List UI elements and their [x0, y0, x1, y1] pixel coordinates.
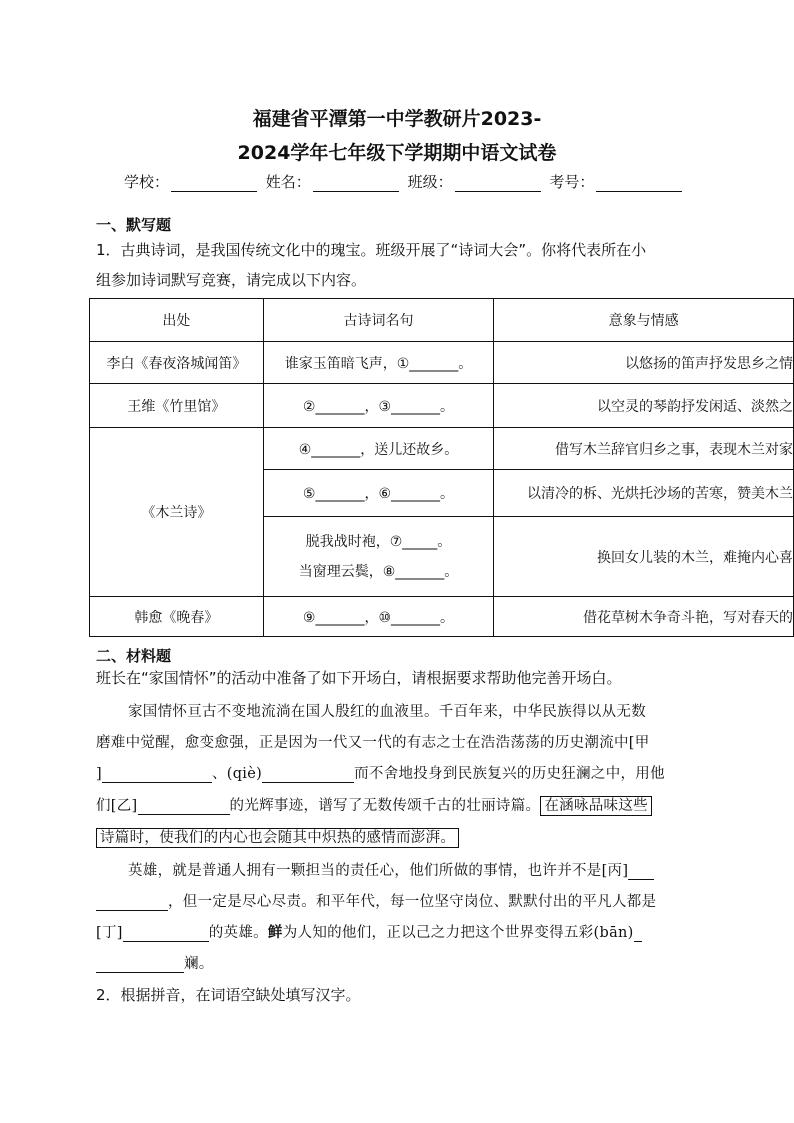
material-text: 而不舍地投身到民族复兴的历史狂澜之中，用他 — [354, 766, 665, 782]
row-line[interactable]: ④_______，送儿还故乡。 — [263, 428, 493, 470]
class-blank[interactable] — [455, 177, 541, 192]
row-line[interactable]: 谁家玉笛暗飞声，①_______。 — [263, 342, 493, 384]
table-row — [90, 597, 794, 637]
row-emotion: 以空灵的琴韵抒发闲适、淡然之 — [494, 384, 794, 428]
material-line — [128, 859, 654, 880]
material-text: [丁] — [96, 925, 123, 941]
school-blank[interactable] — [171, 177, 257, 192]
material-text: 为人知的他们，正以己之力把这个世界变得五彩(bān) — [282, 925, 634, 941]
blank-ban-a[interactable] — [634, 927, 642, 942]
header-line: 古诗词名句 — [263, 299, 493, 342]
material-text: 斓。 — [184, 956, 214, 972]
name-blank[interactable] — [313, 177, 399, 192]
table-header-row — [90, 299, 794, 342]
material-text: 们[乙] — [96, 798, 138, 814]
row-line-pair[interactable] — [263, 517, 493, 597]
material-line: 磨难中觉醒，愈变愈强，正是因为一代又一代的有志之士在浩浩荡荡的历史潮流中[甲 — [96, 735, 650, 751]
material-text: 的英雄。 — [208, 925, 268, 941]
section1-heading: 一、默写题 — [96, 216, 172, 234]
header-source: 出处 — [90, 299, 264, 342]
id-label: 考号： — [549, 173, 595, 191]
row-line[interactable]: ⑨_______，⑩_______。 — [263, 597, 493, 637]
row-emotion: 借写木兰辞官归乡之事，表现木兰对家 — [494, 428, 794, 470]
material-intro: 班长在“家国情怀”的活动中准备了如下开场白，请根据要求帮助他完善开场白。 — [96, 669, 622, 687]
exam-title-line2: 2024学年七年级下学期期中语文试卷 — [237, 142, 557, 164]
row-emotion: 以悠扬的笛声抒发思乡之情 — [494, 342, 794, 384]
student-info-row — [124, 171, 686, 192]
material-text: 英雄，就是普通人拥有一颗担当的责任心，他们所做的事情，也许并不是[丙] — [128, 863, 629, 879]
row-source: 韩愈《晚春》 — [90, 597, 264, 637]
material-line — [96, 921, 642, 942]
section2-heading: 二、材料题 — [96, 647, 172, 665]
material-text: ，但一定是尽心尽责。和平年代，每一位坚守岗位、默默付出的平凡人都是 — [168, 894, 657, 910]
material-line — [96, 794, 652, 815]
bold-char: 鲜 — [267, 924, 283, 941]
material-line — [96, 826, 459, 847]
q2-text: 2．根据拼音，在词语空缺处填写汉字。 — [96, 986, 361, 1004]
row-line[interactable]: ⑤_______，⑥_______。 — [263, 470, 493, 517]
blank-qie[interactable] — [262, 768, 354, 783]
boxed-sentence-part2[interactable]: 诗篇时，使我们的内心也会随其中炽热的感情而澎湃。 — [96, 828, 459, 848]
boxed-sentence-part1[interactable]: 在涵咏品味这些 — [540, 796, 652, 816]
exam-title-line1: 福建省平潭第一中学教研片2023- — [252, 108, 542, 130]
table-row — [90, 342, 794, 384]
row-line-b: 当窗理云鬓，⑧_______。 — [298, 563, 459, 580]
table-row — [90, 384, 794, 428]
row-source: 王维《竹里馆》 — [90, 384, 264, 428]
blank-jia[interactable] — [102, 768, 212, 783]
id-blank[interactable] — [596, 177, 682, 192]
blank-yi[interactable] — [138, 800, 230, 815]
material-line — [96, 762, 665, 783]
table-row — [90, 428, 794, 470]
material-line: 家国情怀亘古不变地流淌在国人殷红的血液里。千百年来，中华民族得以从无数 — [128, 704, 646, 720]
class-label: 班级： — [407, 173, 453, 191]
material-text: ] — [96, 766, 102, 782]
q1-text-line1: 1．古典诗词，是我国传统文化中的瑰宝。班级开展了“诗词大会”。你将代表所在小 — [96, 241, 647, 259]
row-emotion: 借花草树木争奇斗艳，写对春天的 — [494, 597, 794, 637]
row-emotion: 以清冷的柝、光烘托沙场的苦寒，赞美木兰 — [494, 470, 794, 517]
row-source: 李白《春夜洛城闻笛》 — [90, 342, 264, 384]
blank-bing-b[interactable] — [96, 896, 168, 911]
q1-text-line2: 组参加诗词默写竞赛，请完成以下内容。 — [96, 271, 367, 289]
blank-ding[interactable] — [123, 927, 209, 942]
row-line-a: 脱我战时袍，⑦_____。 — [305, 533, 452, 550]
material-line — [96, 952, 214, 973]
material-text: 的光辉事迹，谱写了无数传颂千古的壮丽诗篇。 — [229, 798, 541, 814]
row-emotion: 换回女儿装的木兰，难掩内心喜 — [494, 517, 794, 597]
header-emotion: 意象与情感 — [494, 299, 794, 342]
name-label: 姓名： — [265, 173, 311, 191]
school-label: 学校： — [124, 173, 170, 191]
row-line[interactable]: ②_______，③_______。 — [263, 384, 493, 428]
row-source: 《木兰诗》 — [90, 428, 264, 597]
material-line — [96, 890, 656, 911]
poetry-table — [89, 298, 794, 637]
blank-bing-a[interactable] — [628, 865, 654, 880]
material-text: 、(qiè) — [211, 766, 263, 782]
blank-ban-b[interactable] — [96, 958, 184, 973]
